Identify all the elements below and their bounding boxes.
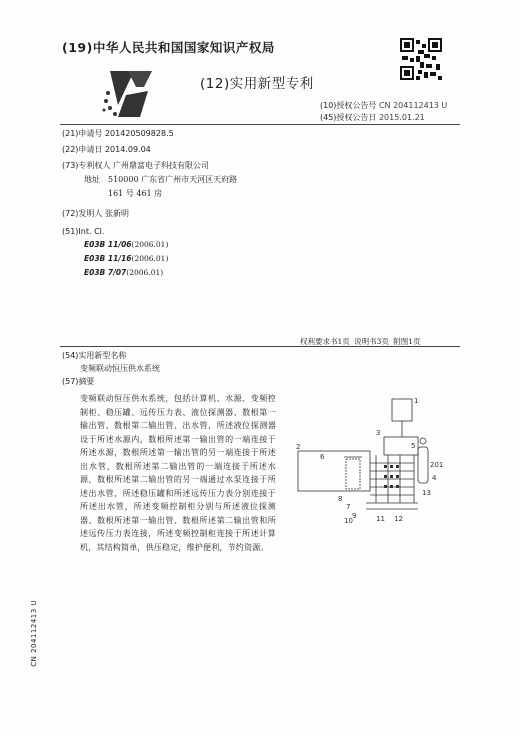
application-date: (22)申请日 2014.09.04 <box>62 145 151 154</box>
ipc-entry <box>84 268 163 277</box>
document-type: (12)实用新型专利 <box>200 76 314 92</box>
publication-number <box>320 100 447 111</box>
inventor: (72)发明人 张新明 <box>62 209 129 218</box>
int-cl: (51)Int. Cl. <box>62 227 105 236</box>
biblio-divider <box>60 346 460 347</box>
ipc-code: E03B 11/06 <box>84 240 132 249</box>
patentee-label: (73)专利权人 <box>62 161 111 170</box>
qr-code <box>400 38 442 80</box>
address-line-1: 510000 广东省广州市天河区天府路 <box>108 175 238 184</box>
patentee <box>62 160 209 172</box>
ipc-date: (2006.01) <box>131 240 169 249</box>
office-name: (19)中华人民共和国国家知识产权局 <box>62 40 275 55</box>
label-7: 7 <box>346 503 351 511</box>
label-12: 12 <box>394 515 403 523</box>
title-label: (54)实用新型名称 <box>62 351 127 360</box>
application-number: (21)申请号 201420509828.5 <box>62 129 174 138</box>
pub-date-label: (45)授权公告日 <box>320 113 377 122</box>
ipc-code: E03B 11/16 <box>84 254 132 263</box>
label-4: 4 <box>432 474 437 482</box>
pub-no-value: CN 204112413 U <box>378 101 448 110</box>
label-3: 3 <box>376 429 381 437</box>
patentee-name: 广州鼎富电子科技有限公司 <box>112 161 209 170</box>
label-5: 5 <box>411 442 416 450</box>
label-2: 2 <box>296 443 301 451</box>
ipc-date: (2006.01) <box>131 254 169 263</box>
ipc-entry <box>84 240 168 249</box>
label-11: 11 <box>376 515 385 523</box>
page-counts: 权利要求书1页 说明书3页 附图1页 <box>300 337 421 346</box>
label-10: 10 <box>344 517 353 525</box>
ipc-entry <box>84 254 168 263</box>
side-document-number: CN 204112413 U <box>30 600 38 667</box>
utility-model-title: 变频联动恒压供水系统 <box>80 364 160 373</box>
cnipa-emblem <box>100 65 162 123</box>
publication-date <box>320 112 425 123</box>
header-divider <box>60 124 460 125</box>
address-line-2: 161 号 461 房 <box>108 189 163 198</box>
label-6: 6 <box>320 453 325 461</box>
address-label: 地址 <box>84 175 100 184</box>
label-1: 1 <box>414 397 419 405</box>
label-8: 8 <box>338 495 343 503</box>
label-13: 13 <box>422 489 431 497</box>
abstract-text: 变频联动恒压供水系统，包括计算机、水源、变频控制柜、稳压罐、远传压力表、液位探测器、数根第一输出管、数根第二输出管、出水管，所述液位探测器设于所述水源内，数根所述第一输出管的一端连接于所述水源，数根所述第一输出管的另一端连接于所述出水管，数根所述第二输出管的一端连接于所述水源，数根所述第二输出管的另一端通过水泵连接于所述出水管，所述稳压罐和所述远传压力表分别连接于所述出水管，所述变频控制柜分别与所述液位探测器、数根所述第一输出管、数根所述第二输出管和所述远传压力表连接，所述变频控制柜连接于所述计算机，其结构简单，供压稳定，维护便利，节约资源。 <box>80 394 276 552</box>
abstract-label: (57)摘要 <box>62 377 95 386</box>
ipc-code: E03B 7/07 <box>84 268 127 277</box>
pressure-tank <box>418 447 428 483</box>
label-9: 9 <box>352 512 357 520</box>
computer-box <box>392 399 412 421</box>
system-diagram <box>280 385 460 545</box>
label-201: 201 <box>430 461 444 469</box>
pub-date-value: 2015.01.21 <box>378 113 425 122</box>
pub-no-label: (10)授权公告号 <box>320 101 377 110</box>
ipc-date: (2006.01) <box>126 268 164 277</box>
pressure-gauge <box>420 438 426 444</box>
